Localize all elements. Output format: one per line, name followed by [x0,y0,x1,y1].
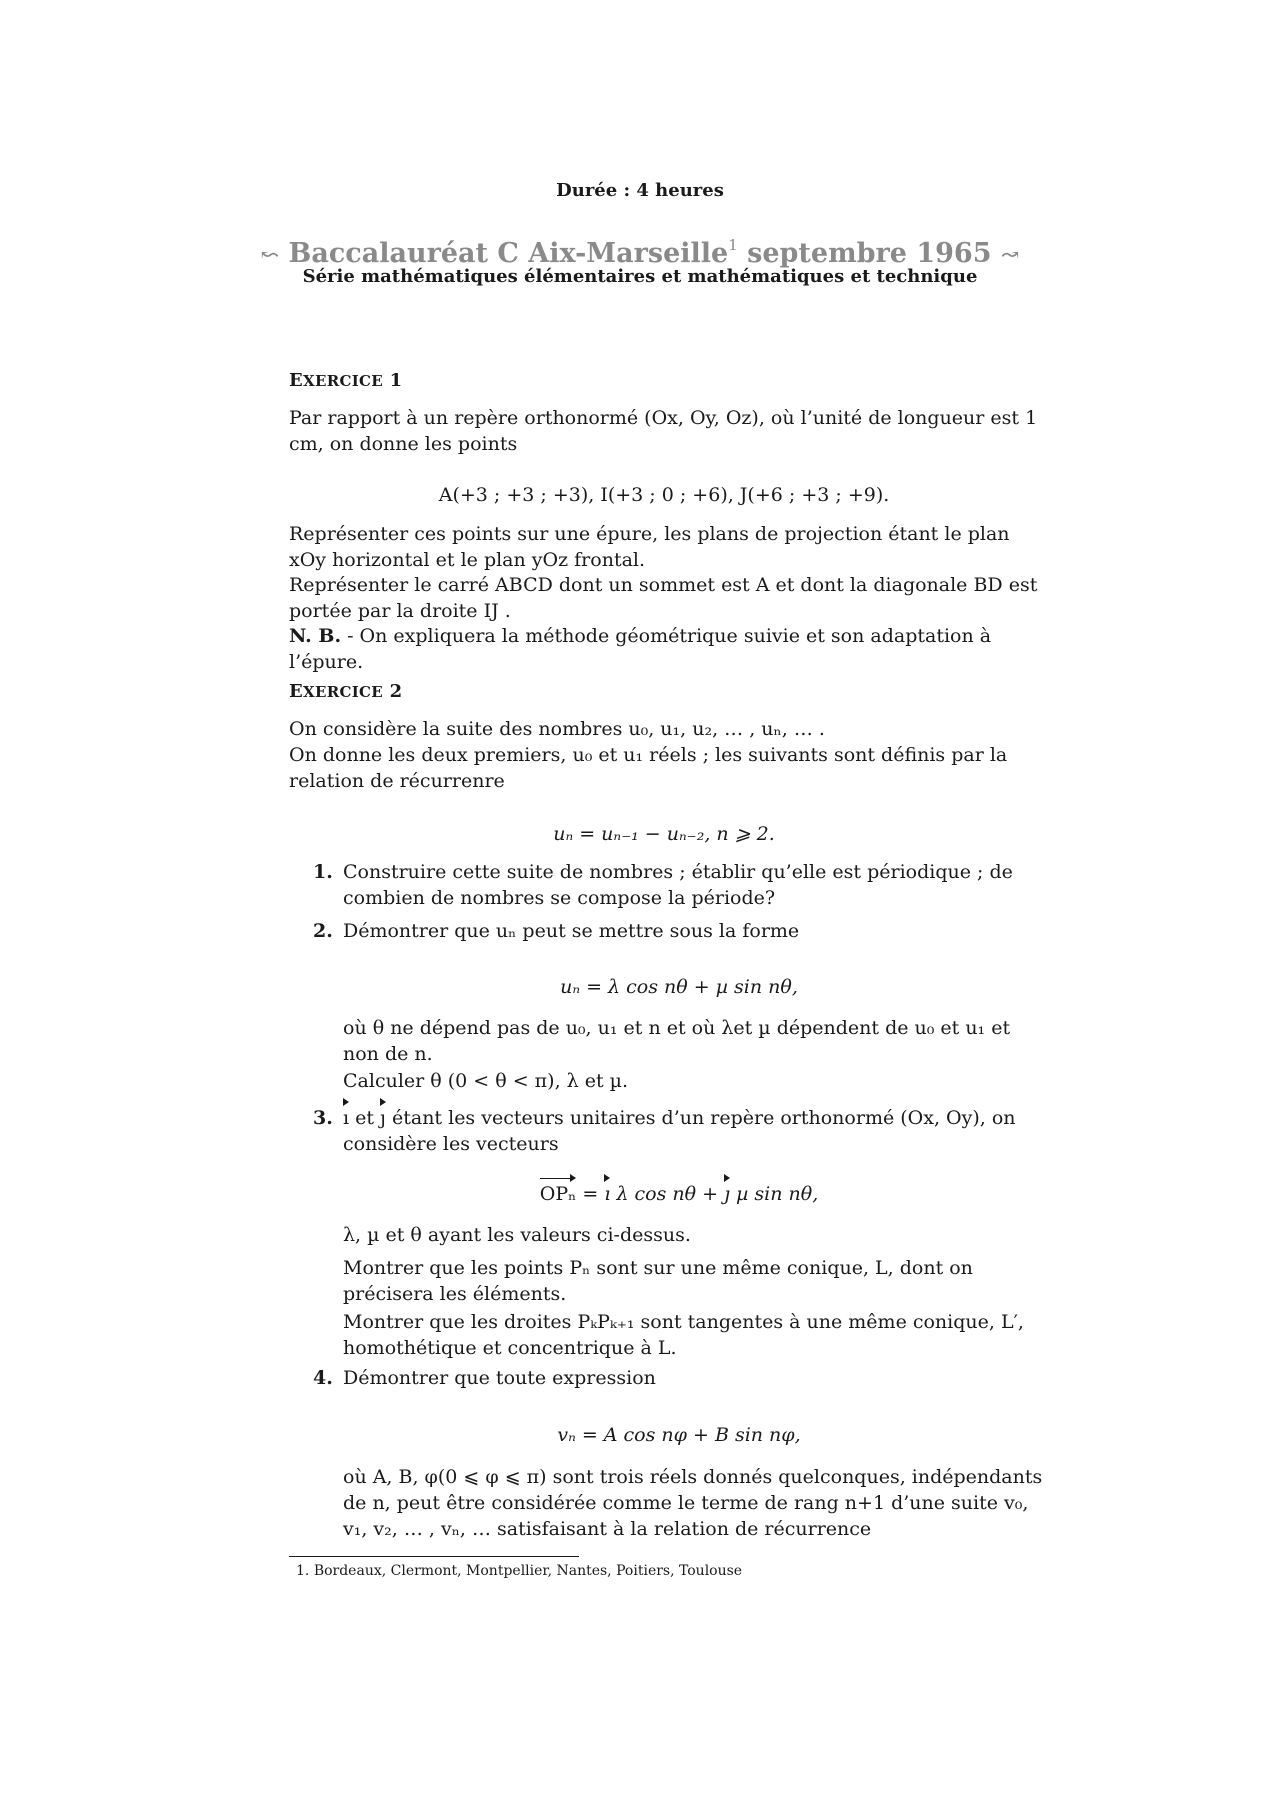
vector-j: ȷ [380,1107,386,1129]
title-text: Baccalauréat C Aix-Marseille [288,238,729,269]
question-3-rest: étant les vecteurs unitaires d’un repère orthonormé (Ox, Oy), on considère les vecteurs [343,1107,1016,1155]
question-number: 4. [313,1367,333,1389]
question-1 [313,859,1039,911]
ornament-right-icon: ↝ [1000,243,1020,268]
exercise-1-paragraph-3: Représenter le carré ABCD dont un sommet est A et dont la diagonale BD est portée par la droite IJ . [289,574,1038,622]
heading-number: 1 [389,370,403,391]
exercise-1-heading [289,368,1039,394]
question-4-detail: où A, B, φ(0 ⩽ φ ⩽ π) sont trois réels donnés quelconques, indépendants de n, peut être considérée comme le terme de rang n+1 d’une suite v₀, v₁, v₂, … , vₙ, … satisfaisant à la relation de récurrence [343,1466,1043,1540]
title-footnote-mark: 1 [728,236,738,254]
question-3 [313,1105,1039,1157]
question-2-text: Démontrer que uₙ peut se mettre sous la forme [343,920,800,942]
footnote-rule [289,1556,579,1557]
vector-j: ȷ [724,1183,730,1205]
question-number: 1. [313,861,333,883]
footnote-mark: 1. [296,1563,310,1579]
exercise-2-intro: On considère la suite des nombres u₀, u₁, u₂, … , uₙ, … . [289,718,825,740]
question-2-calc: Calculer θ (0 < θ < π), λ et µ. [343,1070,629,1092]
exercise-1-intro: Par rapport à un repère orthonormé (Ox, Oy, Oz), où l’unité de longueur est 1 cm, on donne les points [289,407,1038,455]
heading-initial: E [289,681,304,702]
footnote-text: Bordeaux, Clermont, Montpellier, Nantes, Poitiers, Toulouse [313,1563,743,1579]
ornament-left-icon: ↜ [260,243,280,268]
equals-sign: = [576,1183,605,1205]
heading-number: 2 [389,681,403,702]
vector-op: OPₙ [539,1183,577,1205]
question-3-text [343,1105,1039,1157]
equation-middle: λ cos nθ + [610,1183,725,1205]
vector-i: ı [343,1107,350,1129]
vector-equation [319,1181,1039,1207]
v-expression-equation: vₙ = A cos nφ + B sin nφ, [557,1424,801,1446]
vector-i: ı [604,1183,611,1205]
note-label: N. B. [289,625,342,647]
exercise-1-note [289,623,1039,675]
question-1-text: Construire cette suite de nombres ; établir qu’elle est périodique ; de combien de nombres se compose la période? [343,861,1013,909]
trig-form-equation: uₙ = λ cos nθ + µ sin nθ, [560,976,798,998]
heading-initial: E [289,370,304,391]
subtitle: Série mathématiques élémentaires et mathématiques et technique [302,266,978,287]
question-2-detail: où θ ne dépend pas de u₀, u₁ et n et où λet µ dépendent de u₀ et u₁ et non de n. [343,1017,1011,1065]
question-number: 2. [313,920,333,942]
question-3-values: λ, µ et θ ayant les valeurs ci-dessus. [343,1224,691,1246]
recurrence-equation: uₙ = uₙ₋₁ − uₙ₋₂, n ⩾ 2. [553,823,775,845]
exercise-2-paragraph-2: On donne les deux premiers, u₀ et u₁ réels ; les suivants sont définis par la relation de récurrenre [289,744,1008,792]
exercise-1-points: A(+3 ; +3 ; +3), I(+3 ; 0 ; +6), J(+6 ; +3 ; +9). [438,484,890,506]
exercise-2-heading [289,679,1039,705]
equation-end: µ sin nθ, [730,1183,819,1205]
duration: Durée : 4 heures [556,180,724,201]
note-text: - On expliquera la méthode géométrique suivie et son adaptation à l’épure. [289,625,992,673]
heading-rest: XERCICE [303,372,383,390]
question-3-conic: Montrer que les points Pₙ sont sur une même conique, L, dont on précisera les éléments. [343,1257,973,1305]
conjunction: et [349,1107,381,1129]
exercise-1-paragraph-2: Représenter ces points sur une épure, les plans de projection étant le plan xOy horizontal et le plan yOz frontal. [289,523,1010,571]
question-4-text: Démontrer que toute expression [343,1367,656,1389]
question-3-tangents: Montrer que les droites PₖPₖ₊₁ sont tangentes à une même conique, L′, homothétique et concentrique à L. [343,1311,1024,1359]
heading-rest: XERCICE [303,683,383,701]
question-number: 3. [313,1107,333,1129]
question-4 [313,1365,1039,1391]
question-2 [313,918,1039,944]
footnote [296,1561,742,1581]
title-suffix: septembre 1965 [747,238,992,269]
